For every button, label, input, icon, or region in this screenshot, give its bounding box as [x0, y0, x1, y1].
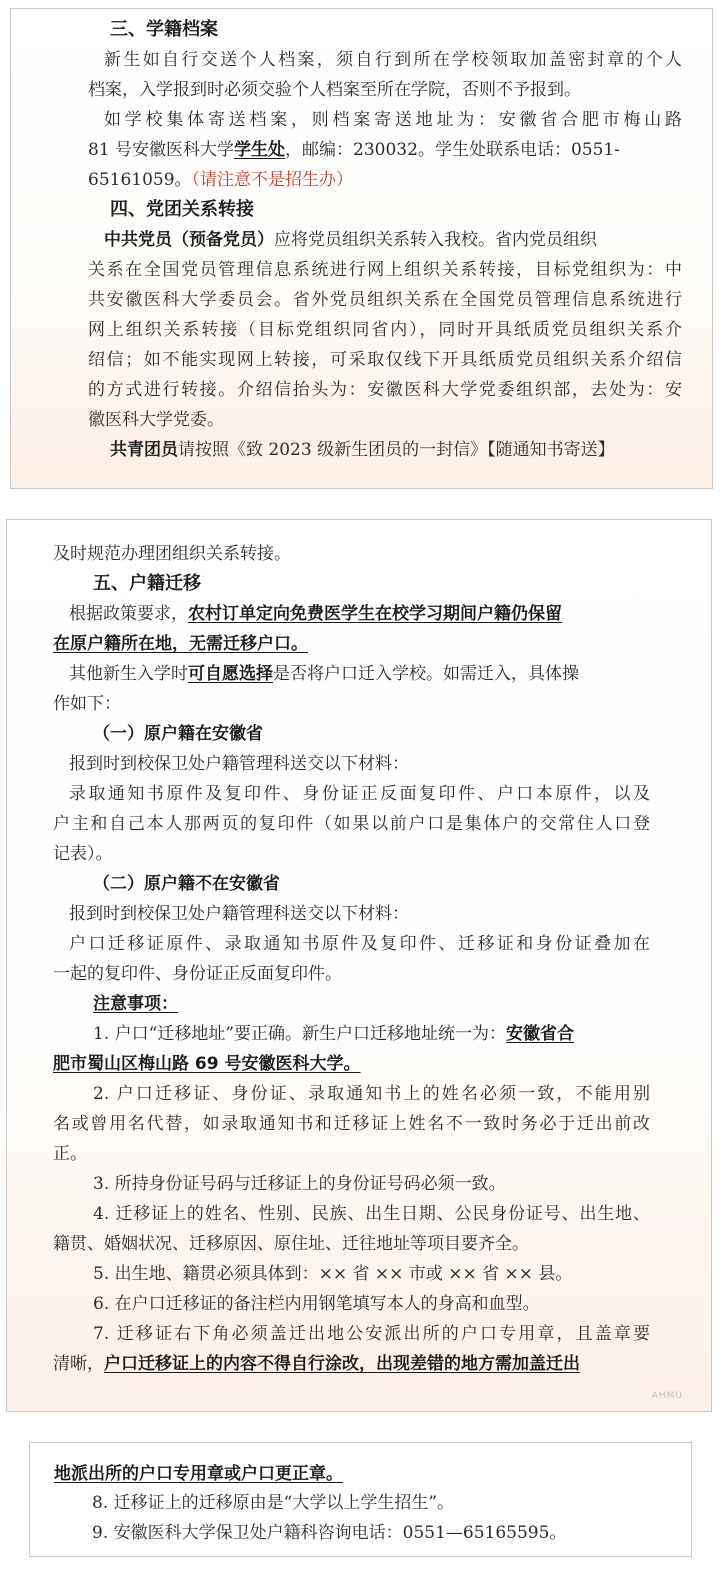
text-run: 根据政策要求，	[69, 604, 188, 624]
watermark: AHMU	[651, 1391, 683, 1401]
paragraph-line: 新生如自行交送个人档案，须自行到所在学校领取加盖密封章的个人	[104, 50, 682, 70]
paragraph-line: 记表）。	[53, 844, 113, 864]
paragraph-line: 关系在全国党员管理信息系统进行网上组织关系转接，目标党组织为：中	[88, 260, 682, 280]
paragraph-line	[88, 139, 620, 161]
document-page-3	[29, 1442, 692, 1557]
notice-not-admissions: （请注意不是招生办）	[191, 170, 354, 190]
paragraph-line	[53, 1353, 580, 1375]
note-item-3: 3. 所持身份证号码与迁移证上的身份证号码必须一致。	[93, 1174, 506, 1194]
highlight-stamp: 地派出所的户口专用章或户口更正章。	[54, 1464, 343, 1484]
section-heading-academic-records: 三、学籍档案	[110, 19, 218, 40]
paragraph-line: 户主和自己本人那两页的复印件（如果以前户口是集体户的交常住人口登	[53, 814, 650, 834]
paragraph-line: 绍信；如不能实现网上转接，可采取仅线下开具纸质党员组织关系介绍信	[88, 350, 682, 370]
notes-heading: 注意事项：	[93, 994, 178, 1014]
highlight-league-member: 共青团员	[110, 440, 178, 460]
paragraph-line: 报到时到校保卫处户籍管理科送交以下材料：	[69, 754, 409, 774]
paragraph-line: 如学校集体寄送档案，则档案寄送地址为：安徽省合肥市梅山路	[104, 110, 682, 130]
highlight-rural-order-students: 农村订单定向免费医学生在校学习期间户籍仍保留	[188, 604, 562, 624]
paragraph-line: 作如下：	[53, 694, 121, 714]
paragraph-line: 正。	[53, 1144, 87, 1164]
note-item-2: 2. 户口迁移证、身份证、录取通知书上的姓名必须一致，不能用别	[93, 1084, 650, 1104]
paragraph-line	[110, 439, 615, 461]
subsection-heading-outside-anhui: （二）原户籍不在安徽省	[93, 874, 280, 894]
paragraph-line: 档案，入学报到时必须交验个人档案至所在学院，否则不予报到。	[88, 80, 581, 100]
paragraph-line: 一起的复印件、身份证正反面复印件。	[53, 964, 342, 984]
paragraph-line: 籍贯、婚姻状况、迁移原因、原住址、迁往地址等项目要齐全。	[53, 1234, 529, 1254]
note-item-9: 9. 安徽医科大学保卫处户籍科咨询电话：0551—65165595。	[92, 1523, 567, 1543]
paragraph-line: 共安徽医科大学委员会。省外党员组织关系在全国党员管理信息系统进行	[88, 290, 682, 310]
section-heading-household-migration: 五、户籍迁移	[93, 573, 201, 594]
paragraph-line: 户口迁移证原件、录取通知书原件及复印件、迁移证和身份证叠加在	[69, 934, 650, 954]
highlight-no-alteration: 户口迁移证上的内容不得自行涂改，出现差错的地方需加盖迁出	[104, 1354, 580, 1374]
subsection-heading-in-anhui: （一）原户籍在安徽省	[93, 724, 263, 744]
text-run: 1. 户口“迁移地址”要正确。新生户口迁移地址统一为：	[93, 1024, 507, 1044]
note-item-6: 6. 在户口迁移证的备注栏内用钢笔填写本人的身高和血型。	[93, 1294, 540, 1314]
highlight-voluntary: 可自愿选择	[188, 664, 273, 684]
text-run: ，邮编：230032。学生处联系电话：0551-	[285, 140, 620, 160]
paragraph-line: 报到时到校保卫处户籍管理科送交以下材料：	[69, 904, 409, 924]
highlight-student-office: 学生处	[234, 140, 286, 160]
note-item-1	[93, 1023, 574, 1045]
paragraph-line	[69, 663, 579, 685]
paragraph-line	[88, 169, 353, 191]
paragraph-line	[104, 229, 597, 251]
section-heading-party-transfer: 四、党团关系转接	[110, 199, 254, 220]
note-item-8: 8. 迁移证上的迁移原由是“大学以上学生招生”。	[92, 1493, 455, 1513]
text-run: 65161059。	[88, 170, 192, 190]
document-page-1	[10, 8, 713, 489]
highlight-no-migration: 在原户籍所在地，无需迁移户口。	[53, 634, 308, 654]
text-run: 清晰，	[53, 1354, 104, 1374]
text-run: 81 号安徽医科大学	[88, 140, 235, 160]
note-item-4: 4. 迁移证上的姓名、性别、民族、出生日期、公民身份证号、出生地、	[93, 1204, 650, 1224]
highlight-address: 安徽省合	[506, 1024, 575, 1044]
highlight-party-member: 中共党员（预备党员）	[104, 230, 274, 250]
text-run: 应将党员组织关系转入我校。省内党员组织	[274, 230, 597, 250]
text-run: 其他新生入学时	[69, 664, 188, 684]
note-item-7: 7. 迁移证右下角必须盖迁出地公安派出所的户口专用章，且盖章要	[93, 1324, 650, 1344]
document-page-2	[6, 519, 712, 1412]
text-run: 是否将户口迁入学校。如需迁入，具体操	[273, 664, 579, 684]
paragraph-line: 网上组织关系转接（目标党组织同省内），同时开具纸质党员组织关系介	[88, 320, 682, 340]
paragraph-line: 的方式进行转接。介绍信抬头为：安徽医科大学党委组织部，去处为：安	[88, 380, 682, 400]
paragraph-line: 名或曾用名代替，如录取通知书和迁移证上姓名不一致时务必于迁出前改	[53, 1114, 650, 1134]
paragraph-line: 及时规范办理团组织关系转接。	[53, 544, 291, 564]
note-item-5: 5. 出生地、籍贯必须具体到：×× 省 ×× 市或 ×× 省 ×× 县。	[93, 1264, 573, 1284]
text-run: 请按照《致 2023 级新生团员的一封信》【随通知书寄送】	[178, 440, 615, 460]
paragraph-line	[69, 603, 562, 625]
paragraph-line: 徽医科大学党委。	[88, 410, 224, 430]
paragraph-line: 录取通知书原件及复印件、身份证正反面复印件、户口本原件，以及	[69, 784, 650, 804]
highlight-address-cont: 肥市蜀山区梅山路 69 号安徽医科大学。	[53, 1054, 361, 1074]
